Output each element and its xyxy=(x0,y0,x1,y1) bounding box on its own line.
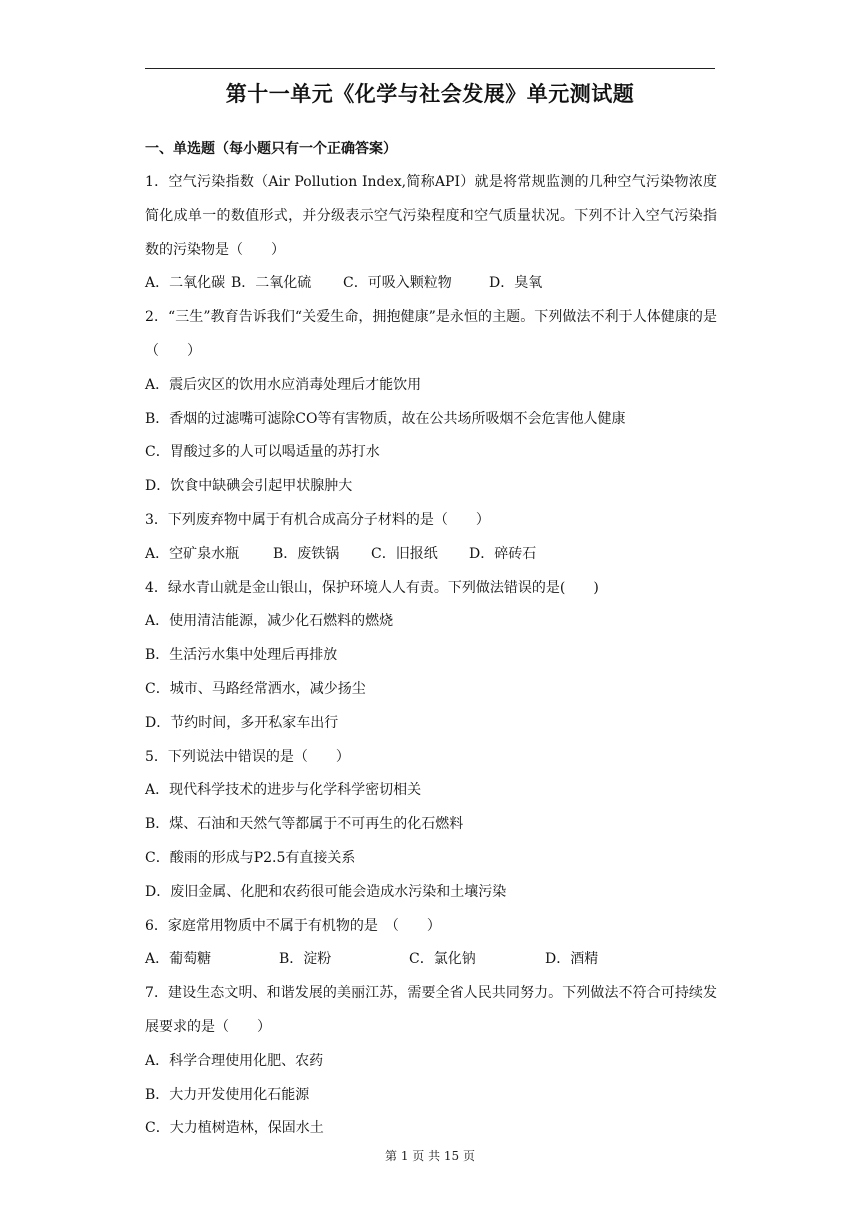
option-6-b: B．淀粉 xyxy=(279,951,332,968)
option-2-d: D．饮食中缺碘会引起甲状腺肿大 xyxy=(145,478,353,495)
page-number: 第 1 页 共 15 页 xyxy=(385,1149,475,1163)
option-1-a: A．二氧化碳 xyxy=(145,275,226,292)
question-stem-4: 4．绿水青山就是金山银山，保护环境人人有责。下列做法错误的是( ) xyxy=(145,579,599,596)
option-3-a: A．空矿泉水瓶 xyxy=(145,545,240,562)
option-4-a: A．使用清洁能源，减少化石燃料的燃烧 xyxy=(145,613,394,630)
option-3-c: C．旧报纸 xyxy=(371,545,438,562)
option-6-c: C．氯化钠 xyxy=(409,951,476,968)
section-heading: 一、单选题（每小题只有一个正确答案） xyxy=(145,141,397,157)
page-title: 第十一单元《化学与社会发展》单元测试题 xyxy=(225,82,635,106)
option-5-c: C．酸雨的形成与P2.5有直接关系 xyxy=(145,849,356,866)
question-stem-3: 3．下列废弃物中属于有机合成高分子材料的是（ ） xyxy=(145,511,490,528)
option-3-d: D．碎砖石 xyxy=(469,545,537,562)
question-stem-5: 5．下列说法中错误的是（ ） xyxy=(145,748,350,765)
option-7-b: B．大力开发使用化石能源 xyxy=(145,1086,310,1103)
option-3-b: B．废铁锅 xyxy=(273,545,340,562)
option-7-c: C．大力植树造林，保固水土 xyxy=(145,1120,324,1137)
question-options-1 xyxy=(145,267,717,301)
header-rule xyxy=(145,68,715,69)
option-1-b: B．二氧化硫 xyxy=(231,275,312,292)
option-4-c: C．城市、马路经常洒水，减少扬尘 xyxy=(145,680,366,697)
question-stem-1: 1．空气污染指数（Air Pollution Index,简称API）就是将常规监测的几种空气污染物浓度简化成单一的数值形式，并分级表示空气污染程度和空气质量状况。下列不计入空气污染指数的污染物是（ ） xyxy=(145,174,717,258)
option-4-b: B．生活污水集中处理后再排放 xyxy=(145,647,338,664)
option-5-b: B．煤、石油和天然气等都属于不可再生的化石燃料 xyxy=(145,816,464,833)
option-1-c: C．可吸入颗粒物 xyxy=(343,275,452,292)
option-5-a: A．现代科学技术的进步与化学科学密切相关 xyxy=(145,782,422,799)
question-options-6 xyxy=(145,943,717,977)
question-options-3 xyxy=(145,538,717,572)
option-7-a: A．科学合理使用化肥、农药 xyxy=(145,1052,324,1069)
option-2-a: A．震后灾区的饮用水应消毒处理后才能饮用 xyxy=(145,376,422,393)
option-2-b: B．香烟的过滤嘴可滤除CO等有害物质，故在公共场所吸烟不会危害他人健康 xyxy=(145,410,626,427)
option-4-d: D．节约时间，多开私家车出行 xyxy=(145,714,339,731)
option-6-a: A．葡萄糖 xyxy=(145,951,212,968)
question-stem-6: 6．家庭常用物质中不属于有机物的是 （ ） xyxy=(145,917,441,934)
option-5-d: D．废旧金属、化肥和农药很可能会造成水污染和土壤污染 xyxy=(145,883,507,900)
question-stem-7: 7．建设生态文明、和谐发展的美丽江苏，需要全省人民共同努力。下列做法不符合可持续发展要求的是（ ） xyxy=(145,985,717,1035)
option-6-d: D．酒精 xyxy=(545,951,599,968)
option-2-c: C．胃酸过多的人可以喝适量的苏打水 xyxy=(145,444,380,461)
question-list xyxy=(145,138,717,1146)
option-1-d: D．臭氧 xyxy=(489,275,543,292)
question-stem-2: 2．“三生”教育告诉我们“关爱生命，拥抱健康”是永恒的主题。下列做法不利于人体健康的是（ ） xyxy=(145,309,717,359)
